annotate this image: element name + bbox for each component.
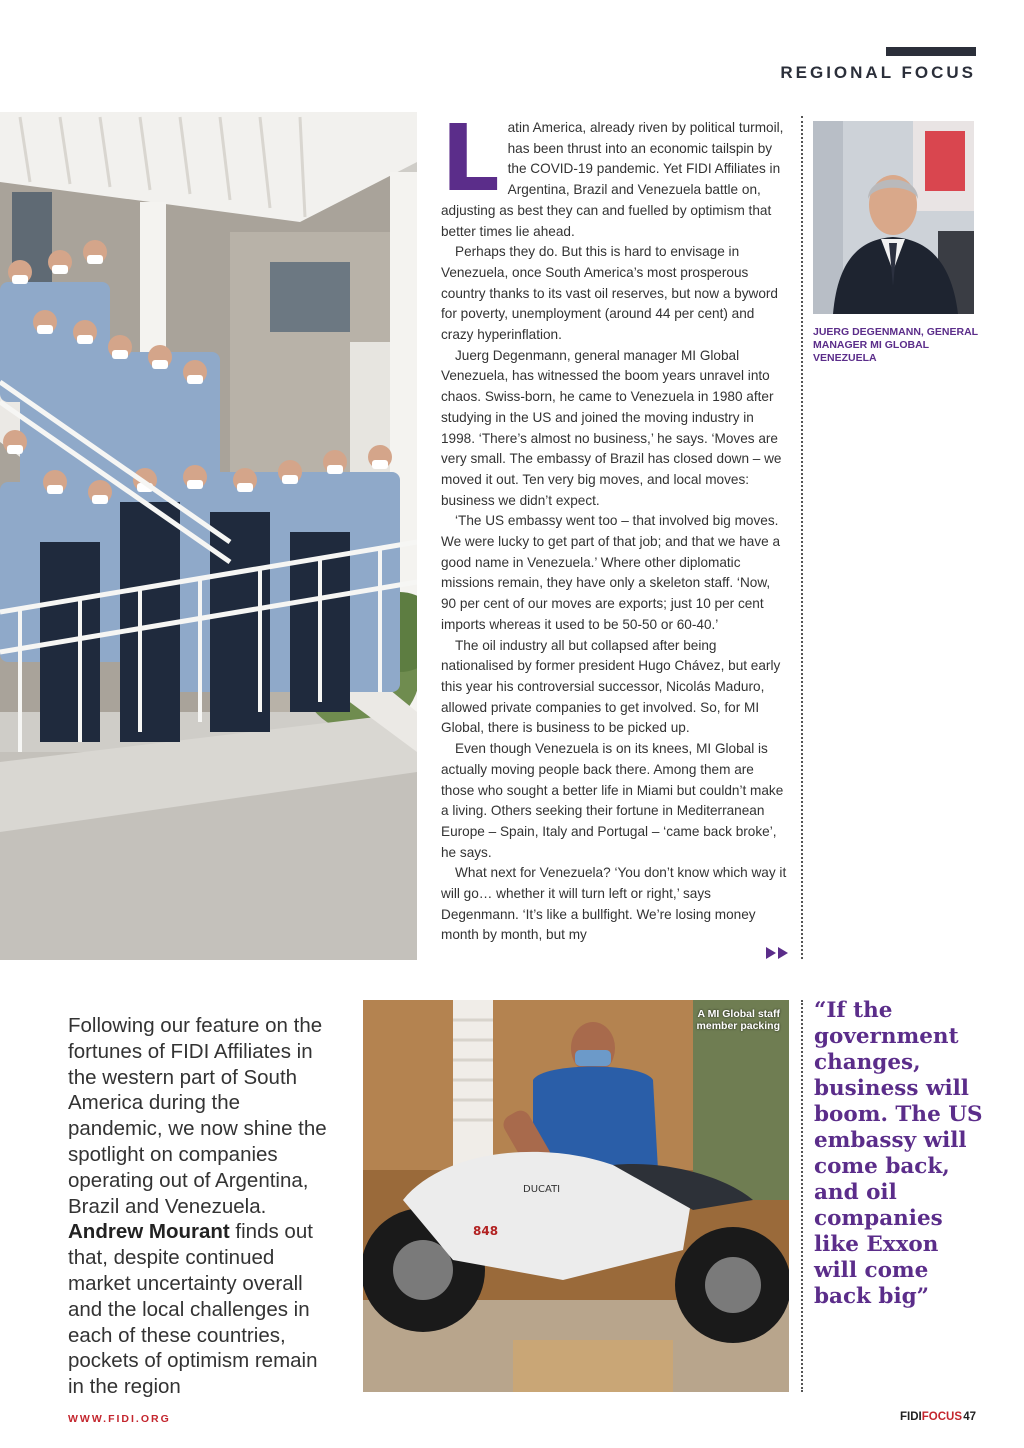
portrait-photo bbox=[813, 121, 974, 314]
article-paragraph-6: Even though Venezuela is on its knees, MI Global is actually moving people back there. Among them are those who sought a better life in Miami but couldn’t make a living. Others seeking their fortune in Mediterranean Europe – Spain, Italy and Portugal – ‘came back broke’, he says. bbox=[441, 741, 784, 860]
article-paragraph-7: What next for Venezuela? ‘You don’t know which way it will go… whether it will turn left or right,’ says Degenmann. ‘It’s like a bullfight. We’re losing money month by month, but my bbox=[441, 865, 787, 943]
footer-url[interactable]: WWW.FIDI.ORG bbox=[68, 1413, 171, 1425]
staff-group-photo-illustration bbox=[0, 112, 417, 960]
standfirst-intro: Following our feature on the fortunes of FIDI Affiliates in the western part of South America during the pandemic, we now shine the spotlight on companies operating out of Argentina, Brazil and Venezuela. bbox=[68, 1014, 327, 1218]
bike-photo-caption: A MI Global staff member packing bbox=[696, 1008, 780, 1032]
standfirst-rest: finds out that, despite continued market uncertainty overall and the local challenges in each of these countries, pockets of optimism remain in the region bbox=[68, 1220, 318, 1399]
staff-group-photo bbox=[0, 112, 417, 960]
section-title: REGIONAL FOCUS bbox=[780, 63, 976, 82]
footer-brand-focus: FOCUS bbox=[921, 1411, 962, 1423]
standfirst bbox=[68, 1013, 336, 1400]
footer-brand-fidi: FIDI bbox=[900, 1411, 922, 1423]
bike-packing-illustration bbox=[363, 1000, 789, 1392]
continue-arrow-icon bbox=[766, 946, 790, 960]
bike-model-badge: 848 bbox=[473, 1224, 499, 1238]
footer-brand bbox=[900, 1411, 962, 1423]
article-body bbox=[441, 105, 787, 946]
quote-divider bbox=[801, 1000, 803, 1392]
header-bar bbox=[886, 47, 976, 56]
article-paragraph-1 bbox=[441, 105, 787, 242]
article-paragraph-3: Juerg Degenmann, general manager MI Global Venezuela, has witnessed the boom years unravel into chaos. Swiss-born, he came to Venezuela in 1980 after studying in the US and joined the moving industry in 1998. ‘There’s almost no business,’ he says. ‘Moves are very small. The embassy of Brazil has closed down – we moved it out. Ten very big moves, and local moves: business we didn’t expect. bbox=[441, 347, 782, 508]
article-paragraph-4: ‘The US embassy went too – that involved big moves. We were lucky to get part of that job; and that we have a good name in Venezuela.’ Where other diplomatic missions remain, they have only a skeleton staff. ‘Now, 90 per cent of our moves are exports; just 10 per cent imports whereas it used to be 50-50 or 60-40.’ bbox=[441, 513, 781, 632]
article-paragraph-5: The oil industry all but collapsed after being nationalised by former president Hugo Chávez, but early this year his controversial successor, Nicolás Maduro, allowed private companies to get involved. So, for MI Global, there is business to be picked up. bbox=[441, 637, 781, 736]
article-paragraph-2: Perhaps they do. But this is hard to envisage in Venezuela, once South America’s most prosperous country thanks to its vast oil reserves, but now a byword for poverty, unemployment (around 44 per cent) and crazy hyperinflation. bbox=[441, 244, 778, 343]
standfirst-author: Andrew Mourant bbox=[68, 1220, 230, 1244]
drop-cap: L bbox=[441, 105, 500, 212]
page-number: 47 bbox=[963, 1411, 976, 1423]
bike-brand-badge: DUCATI bbox=[523, 1184, 561, 1195]
portrait-caption: JUERG DEGENMANN, GENERAL MANAGER MI GLOBAL VENEZUELA bbox=[813, 326, 978, 364]
portrait-illustration bbox=[813, 121, 974, 314]
column-divider bbox=[801, 116, 803, 959]
pull-quote: “If the government changes, business will boom. The US embassy will come back, and oil companies like Exxon will come back big” bbox=[814, 998, 983, 1309]
article-paragraph-1-text: atin America, already riven by political turmoil, has been thrust into an economic tailspin by the COVID-19 pandemic. Yet FIDI Affiliates in Argentina, Brazil and Venezuela battle on, adjusting as best they can and fuelled by optimism that better times lie ahead. bbox=[441, 120, 784, 239]
bike-packing-photo bbox=[363, 1000, 789, 1392]
